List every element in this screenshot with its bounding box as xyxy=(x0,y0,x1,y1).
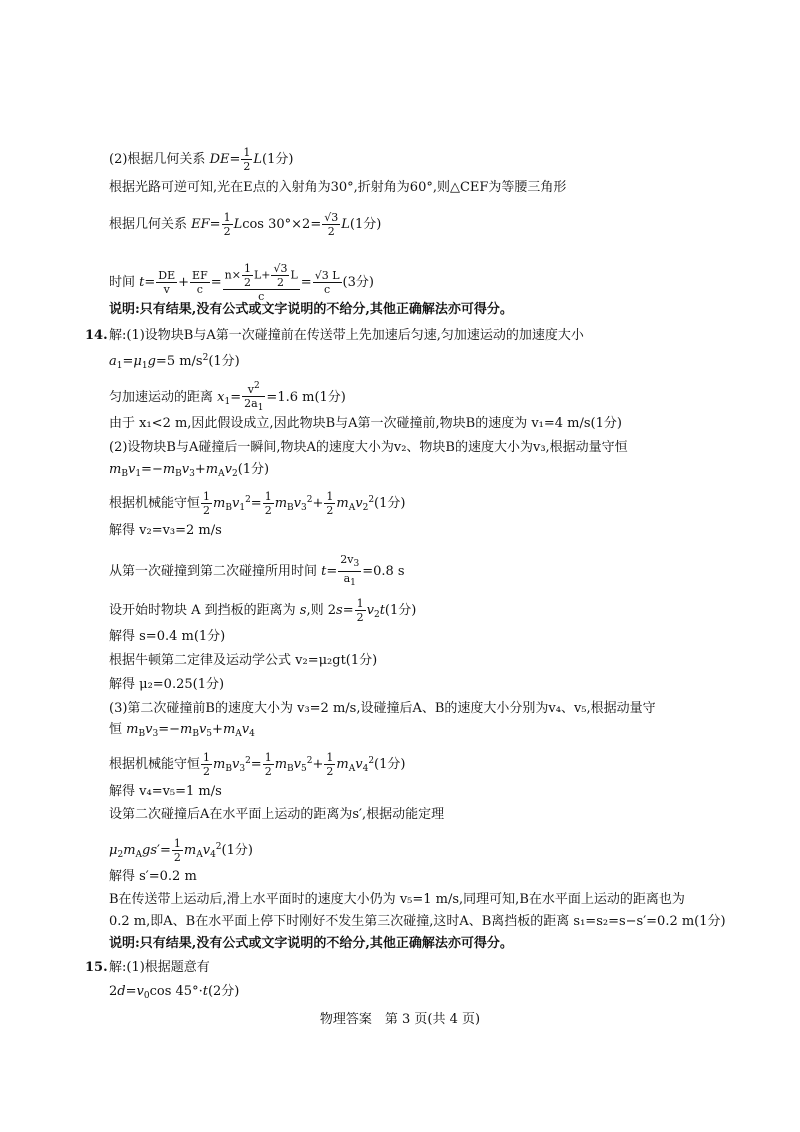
ef-line: 根据几何关系 EF= $\frac{1}{2}$ Lcos 30°×2= $\frac{√3}{2}$ L(1分) xyxy=(109,211,382,238)
q14-line-5: (2)设物块B与A碰撞后一瞬间,物块A的速度大小为v₂、物块B的速度大小为v₃,根据动量守恒 xyxy=(109,440,628,455)
q14-line-6: $m_Bv_1=-m_Bv_3+m_Av_2(1$分) xyxy=(109,462,270,479)
q14-line-11: 解得 s=0.4 m(1分) xyxy=(109,629,226,644)
note-1: 说明:只有结果,没有公式或文字说明的不给分,其他正确解法亦可得分。 xyxy=(109,302,513,317)
q14-line-3: 匀加速运动的距离 $x_1=$ $\frac{v^2}{2a_1}$ =1.6 m(1分) xyxy=(109,381,346,413)
q14-line-18: 设第二次碰撞后A在水平面上运动的距离为s′,根据动能定理 xyxy=(109,807,445,822)
q14-line-22: 0.2 m,即A、B在水平面上停下时刚好不发生第三次碰撞,这时A、B离挡板的距离 s₁=s₂=s−s′=0.2 m(1分) xyxy=(109,914,726,929)
q14-line-8: 解得 v₂=v₃=2 m/s xyxy=(109,523,222,538)
q14-line-7: 根据机械能守恒 $\frac{1}{2}$ $m_Bv_1^2=$ $\frac{1}{2}$ $m_Bv_3^2+$ $\frac{1}{2}$ $m_Av_2^2(1$分) xyxy=(109,490,406,517)
note-2: 说明:只有结果,没有公式或文字说明的不给分,其他正确解法亦可得分。 xyxy=(109,936,513,951)
q15-line-1: 解:(1)根据题意有 xyxy=(109,960,210,975)
q14-line-4: 由于 x₁<2 m,因此假设成立,因此物块B与A第一次碰撞前,物块B的速度为 v₁=4 m/s(1分) xyxy=(109,416,622,431)
q14-line-21: B在传送带上运动后,滑上水平面时的速度大小仍为 v₅=1 m/s,同理可知,B在水平面上运动的距离也为 xyxy=(109,892,685,907)
q14-line-10: 设开始时物块 A 到挡板的距离为 s,则 2s= $\frac{1}{2}$ $v_2t(1$分) xyxy=(109,597,417,624)
q15-line-2: $2d=v_0\cos$ 45°·t(2分) xyxy=(109,984,240,1001)
q14-line-14: (3)第二次碰撞前B的速度大小为 v₃=2 m/s,设碰撞后A、B的速度大小分别为v₄、v₅,根据动量守 xyxy=(109,701,656,716)
time-line: 时间 t= $\frac{DE}{v}$ + $\frac{EF}{c}$ = n× $\frac{1}{2}$ L+ $\frac{√3}{2}$ L c = $\frac{√3 L}{c}$ (3分) xyxy=(109,262,374,303)
q14-line-15: 恒 $m_Bv_3=-m_Bv_5+m_Av_4$ xyxy=(109,722,255,739)
q14-line-9: 从第一次碰撞到第二次碰撞所用时间 t= $\frac{2v_3}{a_1}$ =0.8 s xyxy=(109,553,405,588)
q14-number: 14. xyxy=(85,328,108,343)
part2-de-line: (2)根据几何关系 DE= $\frac{1}{2}$ L(1分) xyxy=(109,146,294,173)
page-footer: 物理答案 第 3 页(共 4 页) xyxy=(319,1012,481,1027)
part2-label: (2)根据几何关系 xyxy=(109,152,206,167)
q14-line-1: 解:(1)设物块B与A第一次碰撞前在传送带上先加速后匀速,匀加速运动的加速度大小 xyxy=(109,328,584,343)
q14-line-2: $a_1=\mu_1g=5$ $m/s^2(1$分) xyxy=(109,353,240,371)
q15-number: 15. xyxy=(85,960,108,975)
q14-line-19: $\mu_2m_Ags'=$ $\frac{1}{2}$ $m_Av_4^2(1$分) xyxy=(109,837,253,864)
reverse-path-line: 根据光路可逆可知,光在E点的入射角为30°,折射角为60°,则△CEF为等腰三角形 xyxy=(109,180,567,195)
q14-line-12: 根据牛顿第二定律及运动学公式 v₂=μ₂gt(1分) xyxy=(109,653,378,668)
q14-line-20: 解得 s′=0.2 m xyxy=(109,869,197,884)
q14-line-16: 根据机械能守恒 $\frac{1}{2}$ $m_Bv_3^2=$ $\frac{1}{2}$ $m_Bv_5^2+$ $\frac{1}{2}$ $m_Av_4^2(1$分) xyxy=(109,751,406,778)
q14-line-17: 解得 v₄=v₅=1 m/s xyxy=(109,784,222,799)
q14-line-13: 解得 μ₂=0.25(1分) xyxy=(109,677,225,692)
